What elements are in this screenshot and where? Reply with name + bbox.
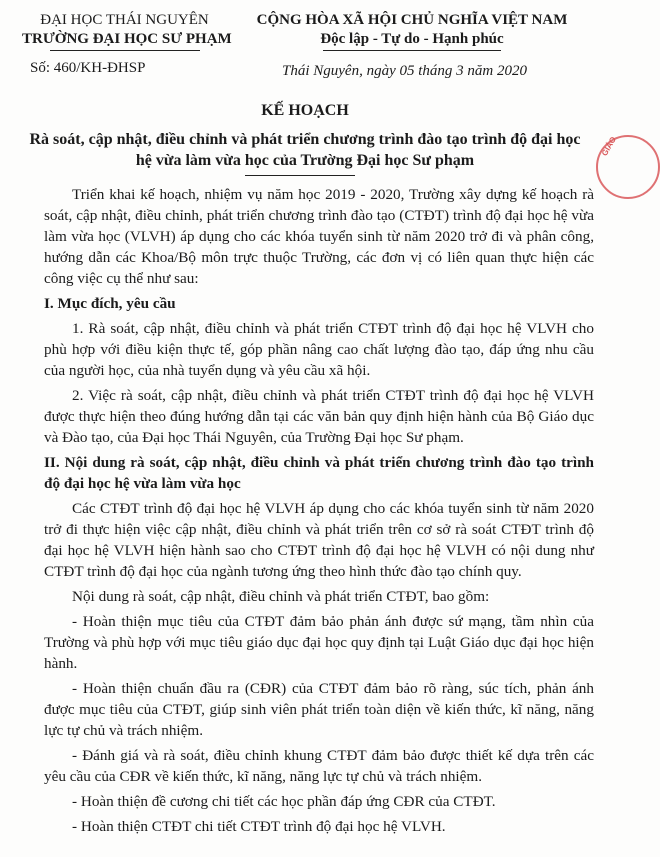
section-heading: I. Mục đích, yêu cầu [44, 295, 176, 312]
issuer-underline [50, 50, 200, 51]
national-header [233, 11, 591, 51]
document-title: KẾ HOẠCH [261, 102, 349, 119]
body-paragraph: Nội dung rà soát, cập nhật, điều chỉnh và phát triển CTĐT, bao gồm: [72, 588, 490, 605]
national-motto: Độc lập - Tự do - Hạnh phúc [320, 31, 504, 47]
issuing-organization: TRƯỜNG ĐẠI HỌC SƯ PHẠM [22, 31, 232, 47]
body-paragraph: - Hoàn thiện đề cương chi tiết các học phần đáp ứng CĐR của CTĐT. [72, 793, 496, 810]
subtitle-underline [245, 175, 355, 176]
stamp-text: GIÁO [600, 135, 619, 158]
body-paragraph: 2. Việc rà soát, cập nhật, điều chỉnh và phát triển CTĐT trình độ đại học hệ VLVH được thực hiện theo đúng hướng dẫn tại các văn bản quy định hiện hành của Bộ Giáo dục và Đào tạo, của Đại học Thái Nguyên, của Trường Đại học Sư phạm. [44, 387, 594, 446]
body-paragraph: - Hoàn thiện chuẩn đầu ra (CĐR) của CTĐT đảm bảo rõ ràng, súc tích, phản ánh được mục tiêu của CTĐT, giúp sinh viên phát triển toàn diện về kiến thức, kĩ năng, năng lực tự chủ và trách nhiệm. [44, 680, 594, 739]
section-heading: II. Nội dung rà soát, cập nhật, điều chỉnh và phát triển chương trình đào tạo trình độ đại học hệ vừa làm vừa học [44, 454, 594, 492]
body-paragraph: - Hoàn thiện CTĐT chi tiết CTĐT trình độ đại học hệ VLVH. [72, 818, 446, 835]
document-subtitle: Rà soát, cập nhật, điều chỉnh và phát triển chương trình đào tạo trình độ đại học hệ vừa làm vừa học của Trường Đại học Sư phạm [29, 131, 581, 169]
body-paragraph: Các CTĐT trình độ đại học hệ VLVH áp dụng cho các khóa tuyển sinh từ năm 2020 trở đi thực hiện việc cập nhật, điều chỉnh và phát triển trên cơ sở rà soát CTĐT trình độ đại học hệ VLVH hiện hành sao cho CTĐT trình độ đại học hệ VLVH có nội dung như CTĐT trình độ đại học của ngành tương ứng theo hình thức đào tạo chính quy. [44, 500, 594, 580]
national-title: CỘNG HÒA XÃ HỘI CHỦ NGHĨA VIỆT NAM [256, 12, 568, 28]
body-paragraph: - Hoàn thiện mục tiêu của CTĐT đảm bảo phản ánh được sứ mạng, tầm nhìn của Trường và phù hợp với mục tiêu giáo dục đại học quy định tại Luật Giáo dục đại học hiện hành. [44, 613, 594, 672]
body-paragraph: 1. Rà soát, cập nhật, điều chỉnh và phát triển CTĐT trình độ đại học hệ VLVH cho phù hợp với điều kiện thực tế, góp phần nâng cao chất lượng đào tạo, đáp ứng nhu cầu của người học, của nhà tuyển dụng và yêu cầu xã hội. [44, 320, 594, 379]
parent-organization: ĐẠI HỌC THÁI NGUYÊN [40, 12, 209, 28]
document-number: Số: 460/KH-ĐHSP [30, 60, 146, 76]
place-and-date: Thái Nguyên, ngày 05 tháng 3 năm 2020 [282, 63, 527, 79]
body-paragraph: - Đánh giá và rà soát, điều chỉnh khung CTĐT đảm bảo được thiết kế dựa trên các yêu cầu của CĐR về kiến thức, kĩ năng, năng lực tự chủ và trách nhiệm. [44, 747, 594, 785]
issuer-block [22, 11, 232, 51]
document-body [44, 184, 594, 841]
motto-underline [323, 50, 501, 51]
body-paragraph: Triển khai kế hoạch, nhiệm vụ năm học 2019 - 2020, Trường xây dựng kế hoạch rà soát, cập nhật, điều chỉnh, phát triển chương trình đào tạo (CTĐT) trình độ đại học hệ vừa làm vừa học (VLVH) áp dụng cho các khóa tuyển sinh từ năm 2020 trở đi và phân công, hướng dẫn các Khoa/Bộ môn trực thuộc Trường, các đơn vị có liên quan thực hiện các công việc cụ thể như sau: [44, 186, 594, 287]
